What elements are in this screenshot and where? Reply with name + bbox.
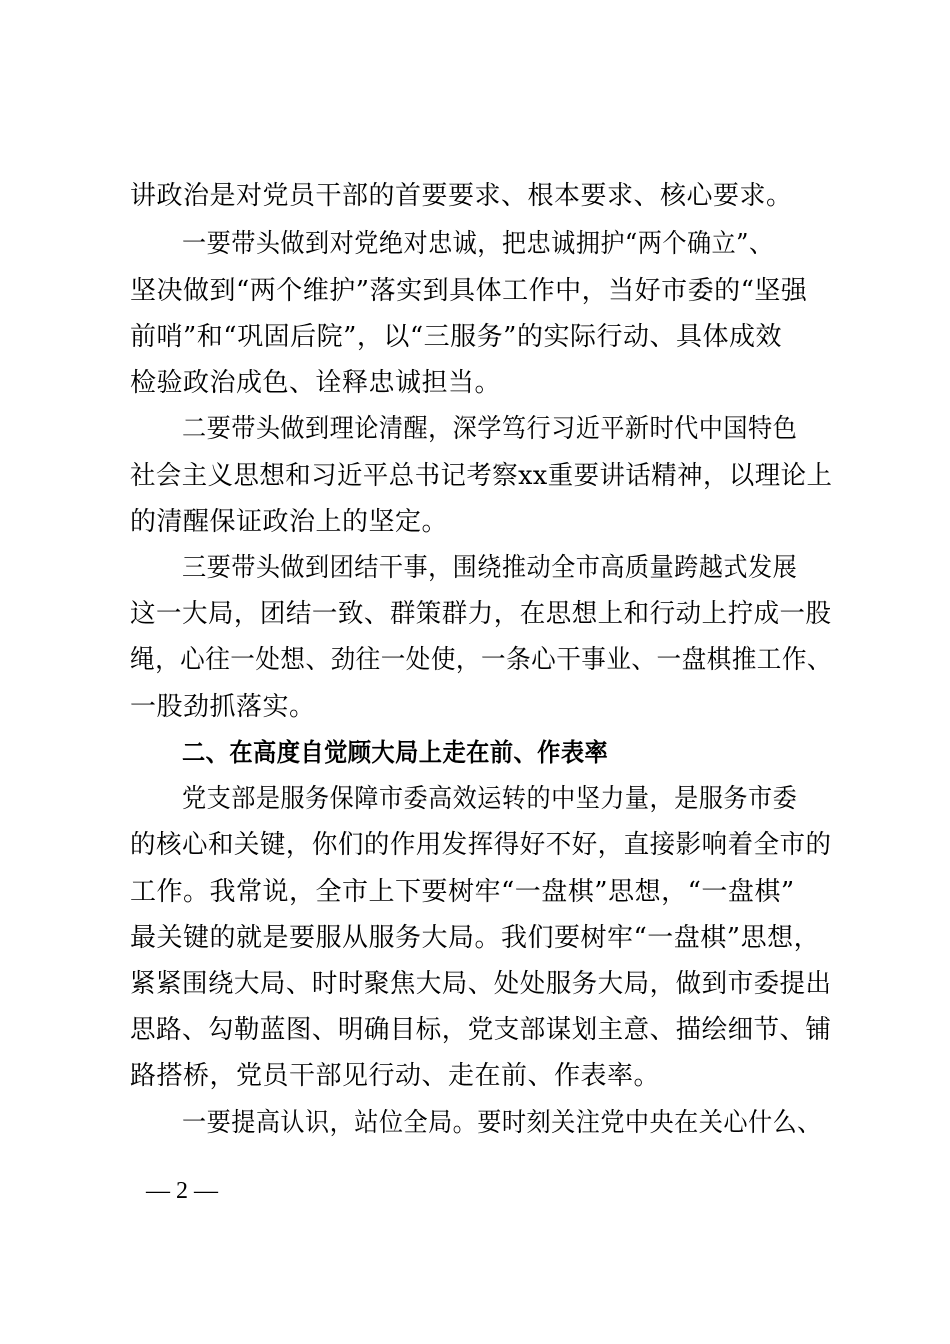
body-text-line: 的清醒保证政治上的坚定。 [130, 507, 449, 537]
body-text-line: 这一大局，团结一致、群策群力，在思想上和行动上拧成一股 [130, 599, 832, 629]
body-text-line: 讲政治是对党员干部的首要要求、根本要求、核心要求。 [130, 181, 793, 211]
body-text-line: 绳，心往一处想、劲往一处使，一条心干事业、一盘棋推工作、 [130, 645, 833, 675]
body-text-line: 的核心和关键，你们的作用发挥得好不好，直接影响着全市的 [130, 830, 832, 860]
body-text-line: 一股劲抓落实。 [130, 692, 316, 722]
body-text-line: 坚决做到“两个维护”落实到具体工作中，当好市委的“坚强 [130, 276, 808, 306]
body-text-line: 检验政治成色、诠释忠诚担当。 [130, 368, 502, 398]
body-text-line: 工作。我常说，全市上下要树牢“一盘棋”思想，“一盘棋” [130, 877, 795, 907]
page-number: — 2 — [146, 1178, 218, 1204]
body-text-line: 路搭桥，党员干部见行动、走在前、作表率。 [130, 1061, 661, 1091]
body-text-line: 前哨”和“巩固后院”，以“三服务”的实际行动、具体成效 [130, 322, 782, 352]
body-text-line: 社会主义思想和习近平总书记考察xx重要讲话精神，以理论上 [130, 461, 833, 491]
body-text-line: 思路、勾勒蓝图、明确目标，党支部谋划主意、描绘细节、铺 [130, 1015, 832, 1045]
paragraph-first-line: 二要带头做到理论清醒，深学笃行习近平新时代中国特色 [182, 414, 798, 444]
paragraph-first-line: 三要带头做到团结干事，围绕推动全市高质量跨越式发展 [182, 553, 798, 583]
body-text-line: 最关键的就是要服从服务大局。我们要树牢“一盘棋”思想， [130, 923, 821, 953]
paragraph-first-line: 一要提高认识，站位全局。要时刻关注党中央在关心什么、 [182, 1108, 822, 1138]
body-text-line: 紧紧围绕大局、时时聚焦大局、处处服务大局，做到市委提出 [130, 969, 832, 999]
paragraph-first-line: 一要带头做到对党绝对忠诚，把忠诚拥护“两个确立”、 [182, 229, 774, 259]
paragraph-first-line: 党支部是服务保障市委高效运转的中坚力量，是服务市委 [182, 784, 798, 814]
section-heading: 二、在高度自觉顾大局上走在前、作表率 [182, 738, 609, 767]
